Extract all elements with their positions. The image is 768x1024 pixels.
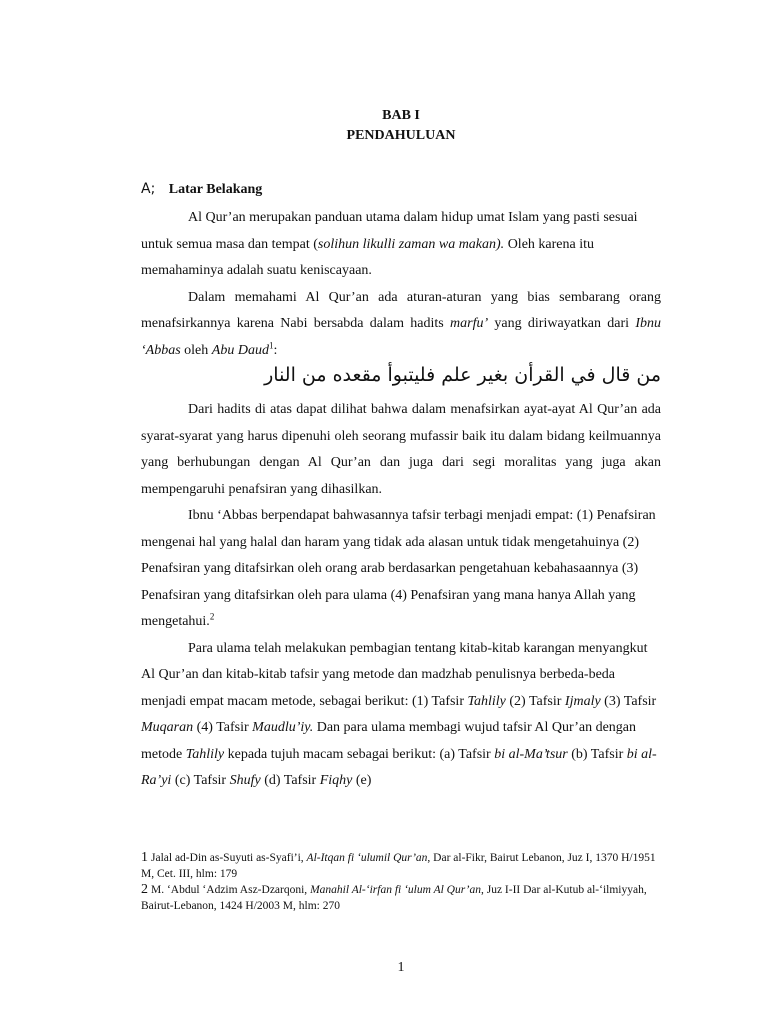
footnote-ref-2[interactable]: 2 [209, 611, 215, 622]
footnote-1-publisher: , Dar al-Fikr, Bairut Lebanon, Juz I, 1370 H/1951 M, Cet. III, hlm: 179 [141, 852, 656, 880]
footnotes [141, 850, 661, 914]
p5-k: (e) [352, 773, 372, 788]
p5-e: Dan para ulama membagi wujud tafsir Al Qur’an dengan metode [141, 720, 637, 762]
paragraph-3: Dari hadits di atas dapat dilihat bahwa dalam menafsirkan ayat-ayat Al Qur’an ada syarat-syarat yang harus dipenuhi oleh seorang mufassir baik itu dalam bidang keilmuannya yang berhubungan dengan Al Qur’an dan juga dari segi moralitas yang juga akan mempengaruhi penafsiran yang dihasilkan. [141, 402, 661, 497]
p5-b: (2) Tafsir [505, 693, 565, 709]
footnote-2-number: 2 [141, 882, 148, 897]
footnote-2-publisher: , Juz I-II Dar al-Kutub al-‘ilmiyyah, Bairut-Lebanon, 1424 H/2003 M, hlm: 270 [141, 884, 647, 912]
footnote-2-title: Manahil Al-‘irfan fi ‘ulum Al Qur’an [310, 884, 481, 896]
p5-i3: Muqaran [141, 720, 194, 735]
footnote-1 [141, 850, 661, 882]
paragraph-1-text: Al Qur’an merupakan panduan utama dalam hidup umat Islam yang pasti sesuai untuk semua masa dan tempat ( [141, 210, 638, 252]
paragraph-block-1 [141, 205, 661, 364]
p5-i4: Maudlu’iy. [252, 720, 314, 735]
footnote-2 [141, 882, 661, 914]
p5-f: kepada tujuh macam sebagai berikut: (a) Tafsir [224, 746, 495, 762]
chapter-title: PENDAHULUAN [346, 128, 456, 143]
p5-i1: Tahlily [467, 693, 506, 709]
footnote-1-title: Al-Itqan fi ‘ulumil Qur’an [306, 852, 428, 864]
section-heading [141, 181, 262, 198]
p5-h: (c) Tafsir [171, 773, 230, 788]
paragraph-block-2 [141, 397, 661, 795]
paragraph-2-text2: yang diriwayatkan dari [488, 316, 636, 331]
arabic-hadith: من قال في القرأن بغير علم فليتبوأ مقعده من النار [264, 364, 661, 386]
paragraph-2-text: Dalam memahami Al Qur’an ada aturan-aturan yang bias sembarang orang menafsirkannya karena Nabi bersabda dalam hadits [141, 289, 661, 331]
paragraph-2-italic: marfu’ [450, 316, 489, 331]
paragraph-5 [141, 636, 661, 795]
chapter-number: BAB I [382, 108, 420, 123]
paragraph-1-italic: solihun likulli zaman wa makan). [317, 236, 505, 252]
p5-d: (4) Tafsir [193, 720, 253, 735]
footnote-2-text: M. ‘Abdul ‘Adzim Asz-Dzarqoni, [151, 884, 311, 896]
footnote-ref-1[interactable]: 1 [268, 339, 274, 350]
page-number: 1 [397, 960, 405, 975]
p5-i5: Tahlily [185, 746, 225, 762]
p5-c: (3) Tafsir [600, 693, 657, 709]
paragraph-2 [141, 285, 661, 365]
paragraph-2-text4: : [273, 342, 278, 358]
paragraph-1 [141, 205, 661, 285]
paragraph-2-italic2: Ibnu ‘Abbas [141, 316, 661, 358]
p5-g: (b) Tafsir [567, 746, 627, 762]
p5-j: (d) Tafsir [260, 773, 320, 788]
paragraph-2-italic3: Abu Daud [211, 342, 269, 358]
paragraph-1-text2: Oleh karena itu memahaminya adalah suatu keniscayaan. [141, 236, 594, 278]
p5-i2: Ijmaly [564, 693, 601, 709]
footnote-1-text: Jalal ad-Din as-Suyuti as-Syafi’i, [151, 852, 307, 864]
p5-i6: bi al-Ma’tsur [494, 746, 568, 762]
p5-a: Para ulama telah melakukan pembagian tentang kitab-kitab karangan menyangkut Al Qur’an dan kitab-kitab tafsir yang metode dan madzhab penulisnya berbeda-beda menjadi empat macam metode, sebagai berikut: (1) Tafsir [141, 640, 648, 709]
p5-i8: Shufy [229, 773, 261, 788]
paragraph-4-text: Ibnu ‘Abbas berpendapat bahwasannya tafsir terbagi menjadi empat: (1) Penafsiran mengenai hal yang halal dan haram yang tidak ada alasan untuk tidak mengetahuinya (2) Penafsiran yang ditafsirkan oleh orang arab berdasarkan pengetahuan kebahasaannya (3) Penafsiran yang ditafsirkan oleh para ulama (4) Penafsiran yang mana hanya Allah yang mengetahui. [141, 508, 656, 629]
section-label: Latar Belakang [168, 182, 263, 197]
footnote-1-number: 1 [141, 850, 148, 865]
p5-i9: Fiqhy [319, 773, 353, 788]
section-marker: A; [141, 181, 156, 197]
paragraph-4 [141, 503, 661, 636]
paragraph-2-text3: oleh [180, 342, 212, 358]
p5-i7: bi al-Ra’yi [141, 746, 657, 788]
